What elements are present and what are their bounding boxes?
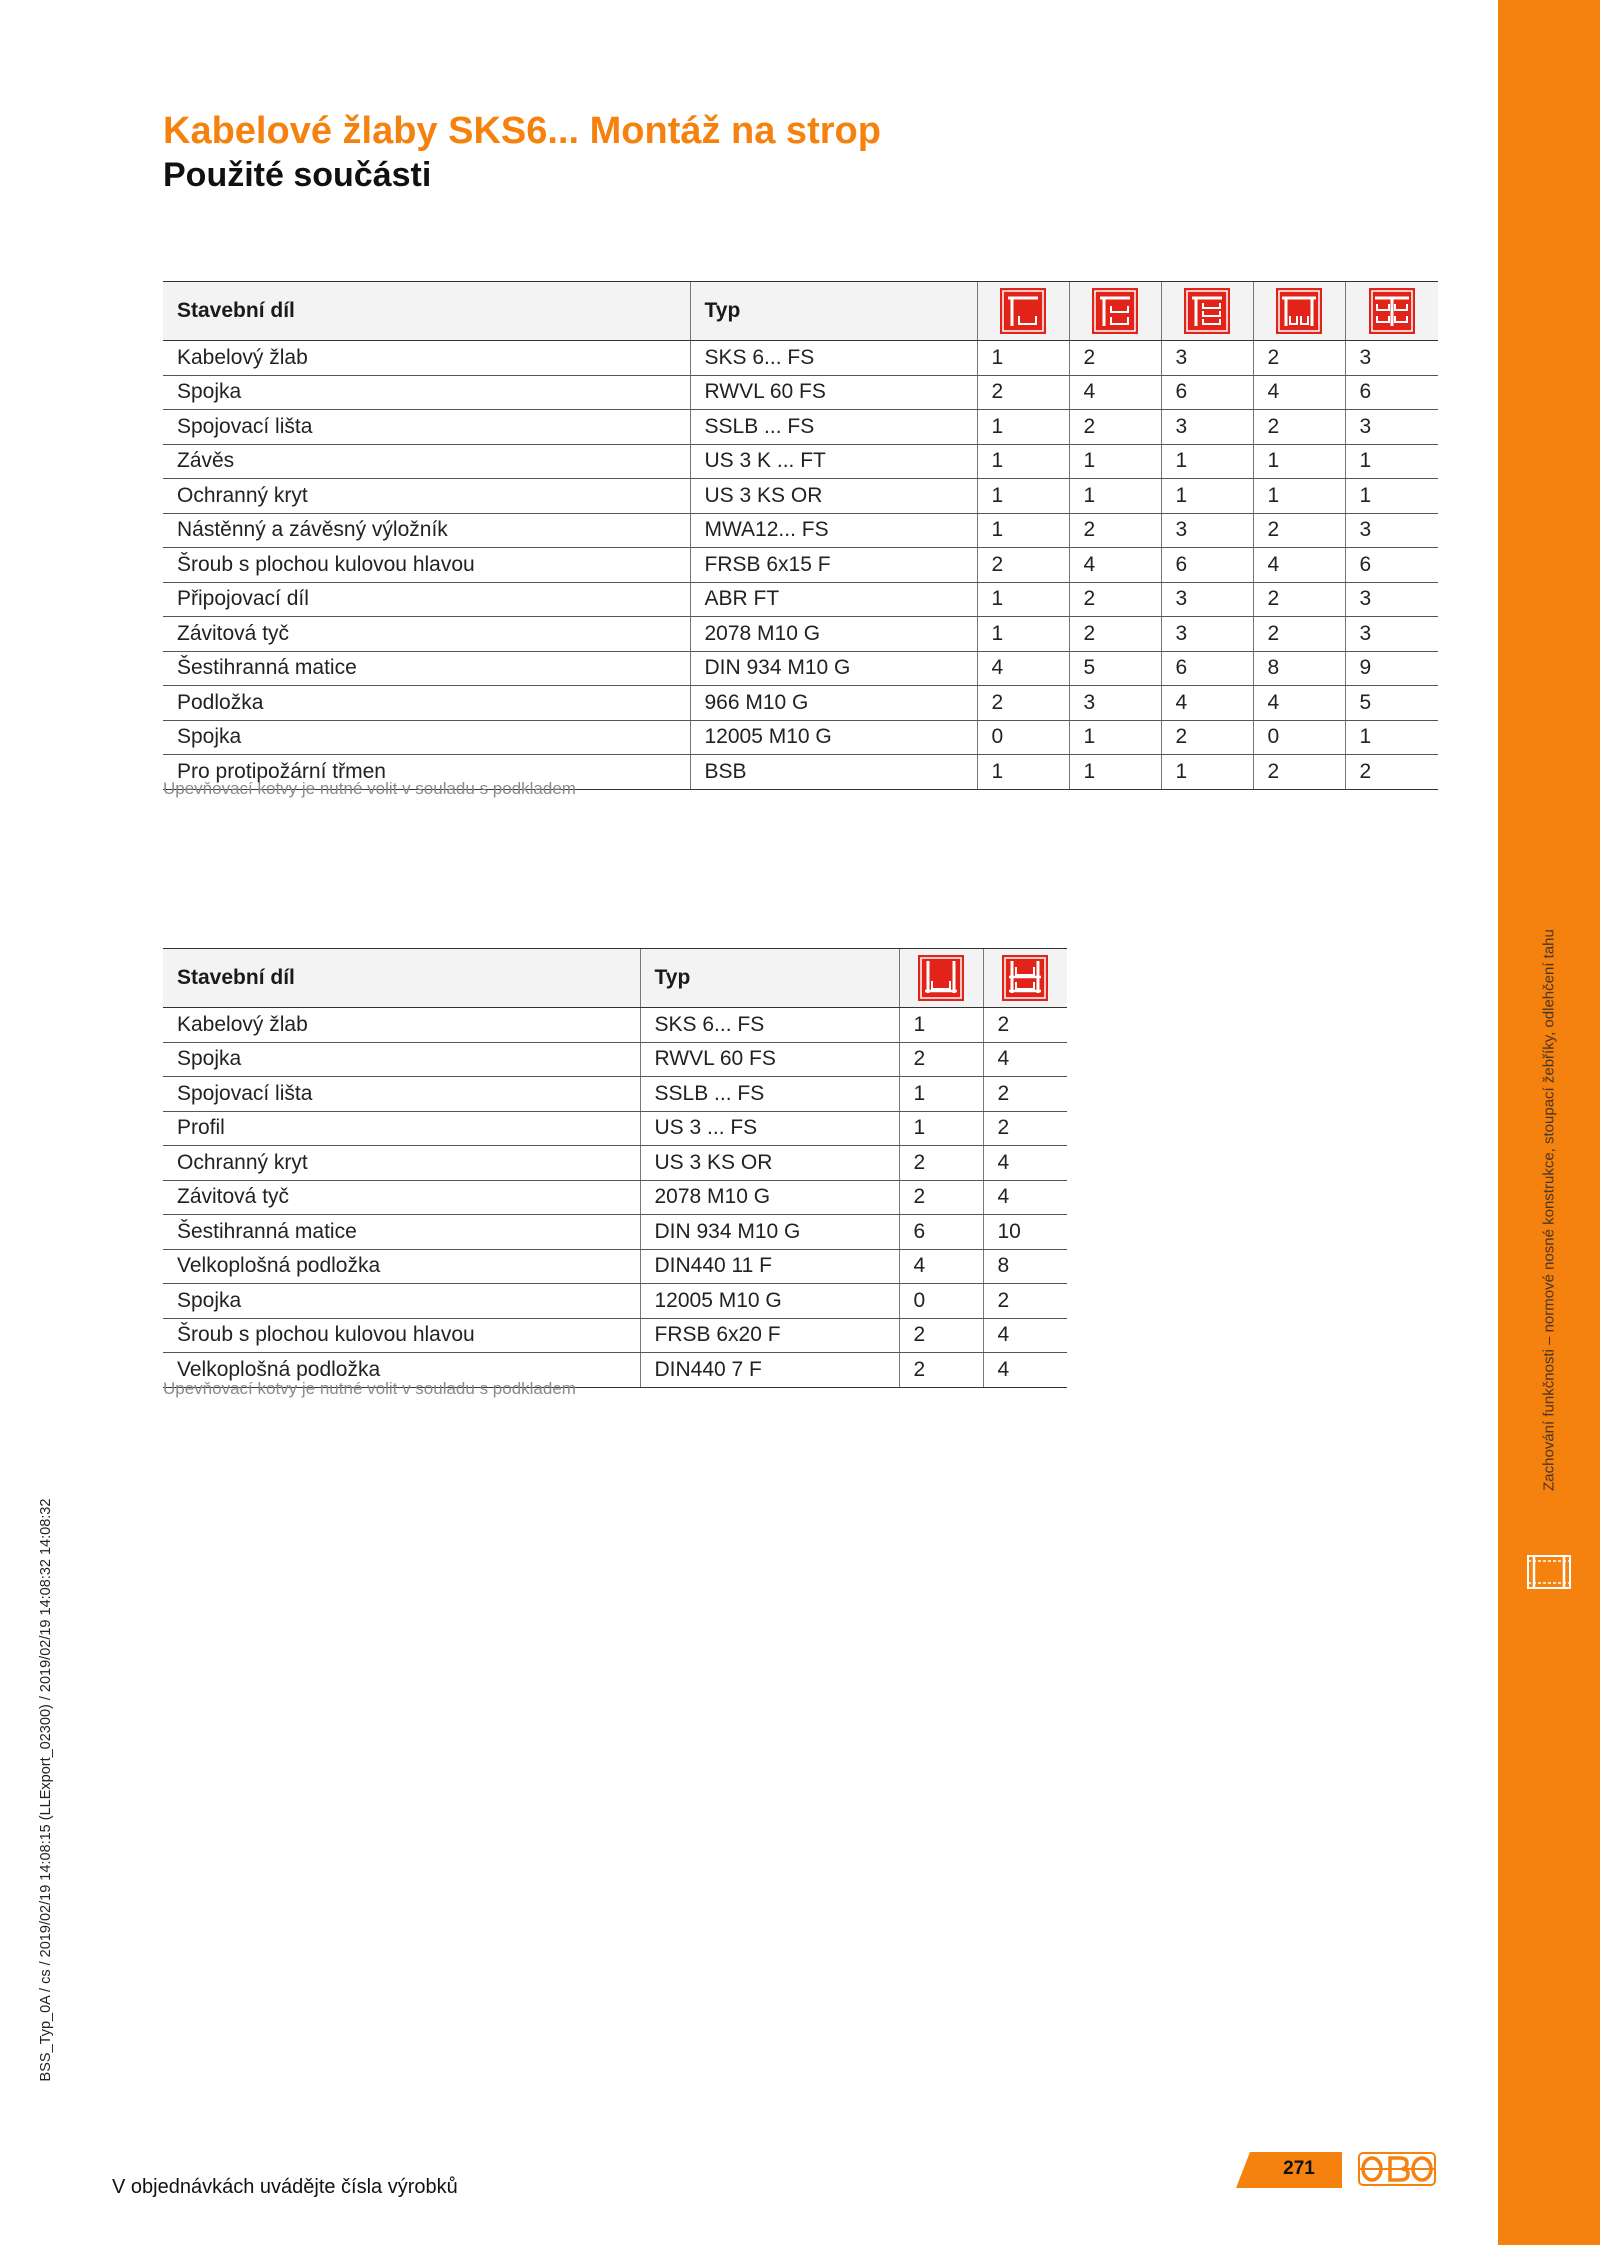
column-header-variant-3 bbox=[1161, 282, 1253, 341]
table-row bbox=[163, 375, 1438, 410]
cell-quantity: 2 bbox=[1069, 513, 1161, 548]
cell-quantity: 4 bbox=[977, 651, 1069, 686]
cell-quantity: 3 bbox=[1345, 513, 1438, 548]
cell-quantity: 8 bbox=[983, 1249, 1067, 1284]
cell-quantity: 1 bbox=[977, 444, 1069, 479]
cell-quantity: 4 bbox=[1069, 548, 1161, 583]
cell-type: US 3 KS OR bbox=[640, 1146, 899, 1181]
cell-quantity: 4 bbox=[1161, 686, 1253, 721]
cell-type: RWVL 60 FS bbox=[640, 1042, 899, 1077]
cell-type: 12005 M10 G bbox=[640, 1284, 899, 1319]
cell-quantity: 4 bbox=[983, 1042, 1067, 1077]
cell-quantity: 2 bbox=[1069, 410, 1161, 445]
cell-quantity: 4 bbox=[1253, 548, 1345, 583]
cell-part: Spojovací lišta bbox=[163, 1077, 640, 1112]
table-1-note: Upevňovací kotvy je nutné volit v souladu s podkladem bbox=[163, 779, 576, 798]
table-row bbox=[163, 1180, 1067, 1215]
trough-single-icon bbox=[918, 955, 964, 1001]
cell-type: 12005 M10 G bbox=[690, 720, 977, 755]
cell-quantity: 4 bbox=[983, 1180, 1067, 1215]
cell-quantity: 5 bbox=[1345, 686, 1438, 721]
cell-quantity: 2 bbox=[977, 375, 1069, 410]
cell-quantity: 0 bbox=[1253, 720, 1345, 755]
column-header-part: Stavební díl bbox=[163, 282, 690, 341]
cell-part: Připojovací díl bbox=[163, 582, 690, 617]
cell-part: Spojka bbox=[163, 1284, 640, 1319]
cell-part: Ochranný kryt bbox=[163, 1146, 640, 1181]
cell-quantity: 1 bbox=[977, 755, 1069, 790]
cell-type: US 3 K ... FT bbox=[690, 444, 977, 479]
cell-type: RWVL 60 FS bbox=[690, 375, 977, 410]
column-header-variant-4 bbox=[1253, 282, 1345, 341]
cell-quantity: 2 bbox=[1253, 341, 1345, 376]
cell-part: Profil bbox=[163, 1111, 640, 1146]
cell-quantity: 6 bbox=[1161, 375, 1253, 410]
cell-quantity: 4 bbox=[983, 1353, 1067, 1388]
cell-quantity: 10 bbox=[983, 1215, 1067, 1250]
logo-text: OBO bbox=[1397, 2182, 1400, 2183]
cell-quantity: 5 bbox=[1069, 651, 1161, 686]
cell-type: DIN440 7 F bbox=[640, 1353, 899, 1388]
table-row bbox=[163, 1008, 1067, 1043]
print-metadata: BSS_Typ_0A / cs / 2019/02/19 14:08:15 (LLExport_02300) / 2019/02/19 14:08:32 14:08:32 bbox=[38, 1498, 54, 2082]
cell-quantity: 1 bbox=[977, 479, 1069, 514]
table-row bbox=[163, 1215, 1067, 1250]
table-row bbox=[163, 1249, 1067, 1284]
column-header-type: Typ bbox=[640, 949, 899, 1008]
parts-table-1 bbox=[163, 281, 1438, 790]
cell-quantity: 1 bbox=[1345, 720, 1438, 755]
cell-quantity: 2 bbox=[983, 1284, 1067, 1319]
cell-quantity: 1 bbox=[977, 513, 1069, 548]
table-row bbox=[163, 1077, 1067, 1112]
cell-type: US 3 ... FS bbox=[640, 1111, 899, 1146]
column-header-double bbox=[983, 949, 1067, 1008]
cell-part: Závitová tyč bbox=[163, 1180, 640, 1215]
cell-type: 966 M10 G bbox=[690, 686, 977, 721]
cell-quantity: 4 bbox=[1069, 375, 1161, 410]
cell-quantity: 3 bbox=[1345, 617, 1438, 652]
column-header-variant-2 bbox=[1069, 282, 1161, 341]
cell-part: Šroub s plochou kulovou hlavou bbox=[163, 548, 690, 583]
cell-quantity: 2 bbox=[899, 1146, 983, 1181]
mount-variant-2-icon bbox=[1092, 288, 1138, 334]
mount-variant-1-icon bbox=[1000, 288, 1046, 334]
cell-type: DIN440 11 F bbox=[640, 1249, 899, 1284]
cell-quantity: 2 bbox=[1253, 617, 1345, 652]
cell-part: Spojka bbox=[163, 375, 690, 410]
cell-quantity: 3 bbox=[1161, 582, 1253, 617]
cell-quantity: 1 bbox=[1161, 755, 1253, 790]
cell-part: Šroub s plochou kulovou hlavou bbox=[163, 1318, 640, 1353]
cell-type: DIN 934 M10 G bbox=[640, 1215, 899, 1250]
cell-quantity: 4 bbox=[983, 1318, 1067, 1353]
table-row bbox=[163, 513, 1438, 548]
column-header-type: Typ bbox=[690, 282, 977, 341]
cell-quantity: 0 bbox=[977, 720, 1069, 755]
cell-type: MWA12... FS bbox=[690, 513, 977, 548]
cell-quantity: 1 bbox=[977, 410, 1069, 445]
page-title: Kabelové žlaby SKS6... Montáž na strop bbox=[163, 110, 881, 152]
cell-quantity: 2 bbox=[1345, 755, 1438, 790]
table-row bbox=[163, 617, 1438, 652]
cell-quantity: 2 bbox=[899, 1042, 983, 1077]
cell-quantity: 3 bbox=[1345, 410, 1438, 445]
column-header-part: Stavební díl bbox=[163, 949, 640, 1008]
table-row bbox=[163, 1146, 1067, 1181]
table-row bbox=[163, 651, 1438, 686]
cell-quantity: 2 bbox=[1253, 513, 1345, 548]
table-row bbox=[163, 582, 1438, 617]
cell-quantity: 2 bbox=[1253, 582, 1345, 617]
cell-quantity: 6 bbox=[899, 1215, 983, 1250]
cell-quantity: 1 bbox=[1345, 444, 1438, 479]
cell-part: Velkoplošná podložka bbox=[163, 1353, 640, 1388]
cell-quantity: 1 bbox=[977, 582, 1069, 617]
table-row bbox=[163, 1042, 1067, 1077]
mount-variant-3-icon bbox=[1184, 288, 1230, 334]
cell-type: DIN 934 M10 G bbox=[690, 651, 977, 686]
cell-quantity: 8 bbox=[1253, 651, 1345, 686]
table-row bbox=[163, 720, 1438, 755]
table-row bbox=[163, 479, 1438, 514]
cell-part: Pro protipožární třmen bbox=[163, 755, 690, 790]
cell-part: Nástěnný a závěsný výložník bbox=[163, 513, 690, 548]
cell-quantity: 2 bbox=[899, 1318, 983, 1353]
cell-quantity: 2 bbox=[1069, 617, 1161, 652]
cell-part: Ochranný kryt bbox=[163, 479, 690, 514]
cell-type: FRSB 6x15 F bbox=[690, 548, 977, 583]
cell-quantity: 1 bbox=[1345, 479, 1438, 514]
column-header-single bbox=[899, 949, 983, 1008]
mount-variant-4-icon bbox=[1276, 288, 1322, 334]
parts-table-2 bbox=[163, 948, 1067, 1388]
cell-part: Podložka bbox=[163, 686, 690, 721]
cell-quantity: 1 bbox=[1069, 479, 1161, 514]
cell-quantity: 2 bbox=[1253, 755, 1345, 790]
cell-quantity: 1 bbox=[899, 1111, 983, 1146]
cell-quantity: 2 bbox=[983, 1077, 1067, 1112]
table-row bbox=[163, 1284, 1067, 1319]
cell-quantity: 1 bbox=[1161, 479, 1253, 514]
cell-quantity: 3 bbox=[1345, 582, 1438, 617]
mount-variant-5-icon bbox=[1369, 288, 1415, 334]
cell-quantity: 1 bbox=[1069, 444, 1161, 479]
cell-type: BSB bbox=[690, 755, 977, 790]
table-row bbox=[163, 548, 1438, 583]
cell-quantity: 1 bbox=[977, 617, 1069, 652]
cell-part: Závitová tyč bbox=[163, 617, 690, 652]
cell-type: FRSB 6x20 F bbox=[640, 1318, 899, 1353]
cell-quantity: 1 bbox=[899, 1008, 983, 1043]
page-number: 271 bbox=[1283, 2158, 1315, 2179]
cell-quantity: 6 bbox=[1161, 651, 1253, 686]
cable-ladder-icon bbox=[1526, 1552, 1572, 1592]
cell-type: ABR FT bbox=[690, 582, 977, 617]
cell-type: SKS 6... FS bbox=[640, 1008, 899, 1043]
cell-quantity: 2 bbox=[1069, 582, 1161, 617]
cell-quantity: 2 bbox=[1161, 720, 1253, 755]
cell-part: Spojka bbox=[163, 1042, 640, 1077]
cell-quantity: 2 bbox=[977, 548, 1069, 583]
cell-quantity: 9 bbox=[1345, 651, 1438, 686]
cell-type: SSLB ... FS bbox=[690, 410, 977, 445]
table-row bbox=[163, 1111, 1067, 1146]
cell-quantity: 4 bbox=[899, 1249, 983, 1284]
cell-type: US 3 KS OR bbox=[690, 479, 977, 514]
cell-part: Šestihranná matice bbox=[163, 651, 690, 686]
page-subtitle: Použité součásti bbox=[163, 156, 432, 194]
cell-quantity: 2 bbox=[899, 1353, 983, 1388]
table-row bbox=[163, 1318, 1067, 1353]
cell-quantity: 4 bbox=[1253, 686, 1345, 721]
table-row bbox=[163, 341, 1438, 376]
cell-quantity: 6 bbox=[1345, 375, 1438, 410]
cell-quantity: 6 bbox=[1161, 548, 1253, 583]
table-row bbox=[163, 410, 1438, 445]
cell-type: 2078 M10 G bbox=[640, 1180, 899, 1215]
cell-quantity: 2 bbox=[983, 1111, 1067, 1146]
cell-quantity: 4 bbox=[1253, 375, 1345, 410]
cell-quantity: 1 bbox=[1253, 444, 1345, 479]
cell-part: Spojka bbox=[163, 720, 690, 755]
cell-quantity: 1 bbox=[1161, 444, 1253, 479]
cell-quantity: 0 bbox=[899, 1284, 983, 1319]
cell-quantity: 2 bbox=[983, 1008, 1067, 1043]
cell-quantity: 2 bbox=[1253, 410, 1345, 445]
cell-quantity: 2 bbox=[899, 1180, 983, 1215]
table-2-note: Upevňovací kotvy je nutné volit v souladu s podkladem bbox=[163, 1379, 576, 1398]
cell-quantity: 3 bbox=[1161, 617, 1253, 652]
table-row bbox=[163, 444, 1438, 479]
table-row bbox=[163, 686, 1438, 721]
cell-part: Velkoplošná podložka bbox=[163, 1249, 640, 1284]
cell-quantity: 2 bbox=[1069, 341, 1161, 376]
obo-logo bbox=[1358, 2152, 1436, 2186]
cell-quantity: 3 bbox=[1069, 686, 1161, 721]
cell-quantity: 2 bbox=[977, 686, 1069, 721]
column-header-variant-5 bbox=[1345, 282, 1438, 341]
sidebar-section-label: Zachování funkčnosti – normové nosné konstrukce, stoupací žebříky, odlehčení tahu bbox=[1540, 929, 1558, 1491]
cell-quantity: 1 bbox=[899, 1077, 983, 1112]
cell-quantity: 1 bbox=[977, 341, 1069, 376]
cell-type: 2078 M10 G bbox=[690, 617, 977, 652]
cell-quantity: 1 bbox=[1253, 479, 1345, 514]
cell-part: Šestihranná matice bbox=[163, 1215, 640, 1250]
cell-part: Závěs bbox=[163, 444, 690, 479]
cell-quantity: 3 bbox=[1345, 341, 1438, 376]
cell-quantity: 1 bbox=[1069, 720, 1161, 755]
cell-quantity: 3 bbox=[1161, 513, 1253, 548]
cell-part: Spojovací lišta bbox=[163, 410, 690, 445]
cell-quantity: 6 bbox=[1345, 548, 1438, 583]
cell-type: SKS 6... FS bbox=[690, 341, 977, 376]
cell-quantity: 3 bbox=[1161, 341, 1253, 376]
cell-part: Kabelový žlab bbox=[163, 341, 690, 376]
cell-part: Kabelový žlab bbox=[163, 1008, 640, 1043]
cell-type: SSLB ... FS bbox=[640, 1077, 899, 1112]
cell-quantity: 4 bbox=[983, 1146, 1067, 1181]
column-header-variant-1 bbox=[977, 282, 1069, 341]
trough-double-icon bbox=[1002, 955, 1048, 1001]
cell-quantity: 1 bbox=[1069, 755, 1161, 790]
cell-quantity: 3 bbox=[1161, 410, 1253, 445]
footer-order-text: V objednávkách uvádějte čísla výrobků bbox=[112, 2176, 458, 2198]
